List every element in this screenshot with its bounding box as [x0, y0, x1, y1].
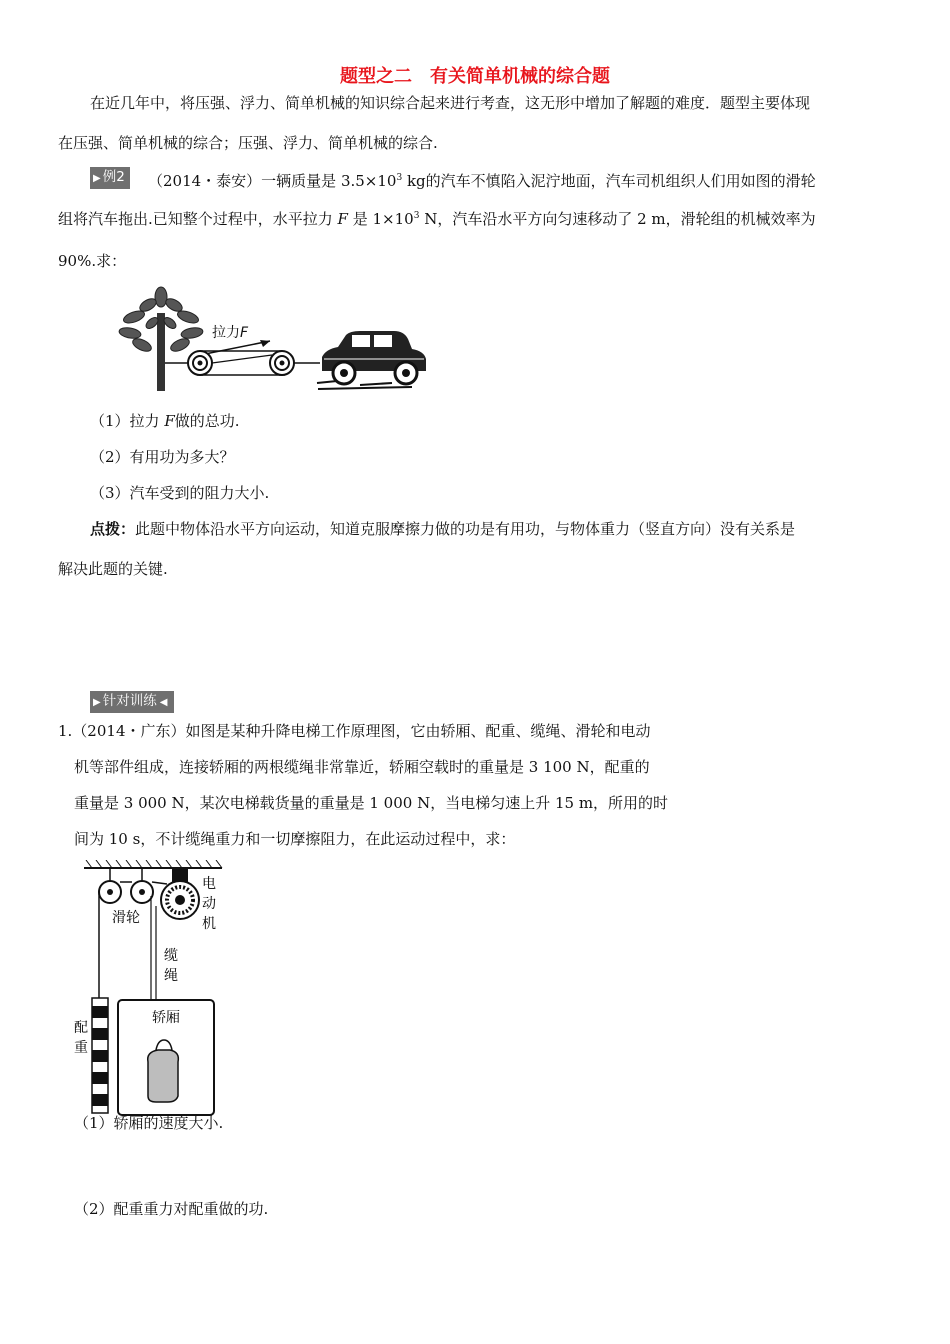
example-line-2-sup: 3	[413, 211, 420, 221]
problem-1-line-3: 重量是 3 000 N，某次电梯载货量的重量是 1 000 N，当电梯匀速上升 15 m，所用的时	[74, 794, 669, 812]
arrow-icon	[260, 340, 270, 347]
motor-label-3: 机	[202, 916, 216, 932]
back-triangle-icon: ◀	[159, 697, 168, 708]
pull-rope	[200, 341, 270, 355]
example-question-1	[90, 410, 240, 431]
example-question-1-b: 做的总功.	[174, 412, 240, 430]
movable-pulley	[270, 351, 294, 375]
page-title: 题型之二 有关简单机械的综合题	[340, 66, 610, 87]
pulley-right	[131, 868, 153, 903]
force-label-text: 拉力	[212, 325, 240, 341]
pulley-car-figure	[112, 283, 428, 393]
car-label: 轿厢	[152, 1010, 180, 1026]
problem-1-question-1: （1）轿厢的速度大小.	[74, 1114, 224, 1132]
example-line-2-c: N，汽车沿水平方向匀速移动了 2 m，滑轮组的机械效率为	[419, 210, 816, 228]
example-tag	[90, 167, 130, 189]
example-line-2	[58, 208, 816, 229]
intro-line-2: 在压强、简单机械的综合；压强、浮力、简单机械的综合.	[58, 134, 438, 152]
example-tag-label: 例2	[102, 169, 125, 185]
problem-1-line-1: 1.（2014・广东）如图是某种升降电梯工作原理图，它由轿厢、配重、缆绳、滑轮和电动	[58, 722, 651, 740]
tip-text-1: 此题中物体沿水平方向运动，知道克服摩擦力做的功是有用功，与物体重力（竖直方向）没有关系是	[135, 520, 796, 538]
intro-line-1: 在近几年中，将压强、浮力、简单机械的知识综合起来进行考查，这无形中增加了解题的难度．题型主要体现	[90, 94, 811, 112]
example-line-1-a: （2014・泰安）一辆质量是 3.5×10	[148, 172, 397, 190]
ceiling	[84, 860, 222, 868]
cable-label-1: 缆	[164, 948, 178, 964]
play-triangle-icon: ▶	[93, 697, 101, 708]
example-line-3: 90%.求：	[58, 252, 127, 270]
example-question-3: （3）汽车受到的阻力大小.	[90, 484, 270, 502]
cable-label-2: 绳	[164, 968, 178, 984]
elevator-figure	[72, 860, 232, 1120]
pulley-label: 滑轮	[112, 910, 140, 926]
example-line-1	[148, 170, 816, 191]
motor-icon	[161, 868, 199, 919]
counterweight-label-1: 配	[74, 1020, 88, 1036]
example-line-2-a: 组将汽车拖出.已知整个过程中，水平拉力	[58, 210, 338, 228]
tip-line-2: 解决此题的关键.	[58, 560, 168, 578]
example-line-2-b: 是 1×10	[347, 210, 414, 228]
fixed-pulley	[188, 351, 212, 375]
pulley-left	[99, 868, 121, 903]
example-question-2: （2）有用功为多大？	[90, 448, 235, 466]
tree-icon	[118, 287, 203, 391]
svg-text:拉力F	[212, 324, 249, 341]
problem-1-question-2: （2）配重重力对配重做的功.	[74, 1200, 269, 1218]
training-tag-label: 针对训练	[102, 693, 157, 709]
counterweight	[92, 998, 108, 1113]
tip-label: 点拨：	[90, 520, 136, 538]
example-question-1-a: （1）拉力	[90, 412, 165, 430]
force-label-var: F	[240, 325, 249, 341]
example-question-1-var: F	[164, 412, 175, 430]
problem-1-line-2: 机等部件组成，连接轿厢的两根缆绳非常靠近，轿厢空载时的重量是 3 100 N，配重的	[74, 758, 650, 776]
example-line-1-sup: 3	[396, 173, 403, 183]
tip-line-1	[90, 518, 795, 539]
cargo-bag-icon	[148, 1050, 179, 1102]
car-icon	[317, 331, 426, 389]
problem-1-line-4: 间为 10 s，不计缆绳重力和一切摩擦阻力，在此运动过程中，求：	[74, 830, 516, 848]
training-tag	[90, 691, 174, 713]
counterweight-label-2: 重	[74, 1040, 88, 1056]
example-line-2-var: F	[337, 210, 348, 228]
elevator-car	[118, 1000, 214, 1115]
motor-label-2: 动	[202, 896, 216, 912]
motor-label-1: 电	[202, 876, 216, 892]
play-triangle-icon: ▶	[93, 173, 101, 184]
example-line-1-b: kg的汽车不慎陷入泥泞地面，汽车司机组织人们用如图的滑轮	[402, 172, 816, 190]
